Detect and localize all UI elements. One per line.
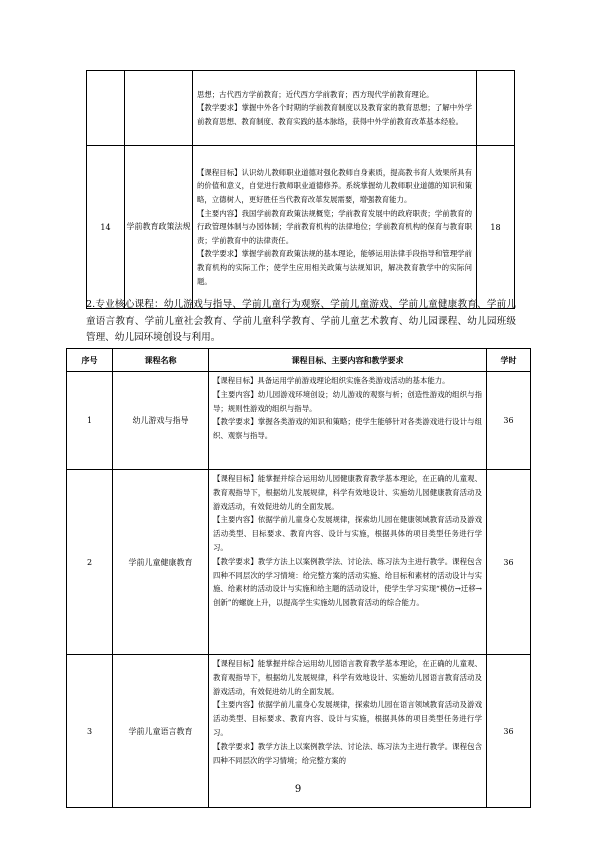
course-name-cell: 学前教育政策法规: [125, 146, 193, 309]
course-name-cell: 学前儿童健康教育: [113, 470, 209, 655]
description-paragraph: 【课程目标】具备运用学前游戏理论组织实施各类游戏活动的基本能力。: [213, 376, 450, 385]
hours-cell: 18: [477, 146, 515, 309]
core-course-table: [66, 348, 531, 808]
table-row: [67, 372, 531, 470]
row-index-cell: 1: [67, 372, 113, 470]
hours-cell: 36: [487, 372, 531, 470]
description-paragraph: 【课程目标】能掌握并综合运用幼儿园语言教育教学基本理论，在正确的儿童观、教育观指导下，根据幼儿发展规律，科学有效地设计、实施幼儿园语言教育活动及游戏活动，有效促进幼儿的全面发展。: [213, 659, 482, 696]
table-row: [87, 146, 515, 309]
description-paragraph: 【教学要求】掌握学前教育政策法规的基本理论，能够运用法律手段指导和管理学前教育机构的实际工作；使学生应用相关政策与法规知识，解决教育教学中的实际问题。: [197, 249, 472, 286]
row-index-cell: [87, 71, 125, 146]
hours-cell: 36: [487, 655, 531, 808]
description-paragraph: 【课程目标】能掌握并综合运用幼儿园健康教育教学基本理论，在正确的儿童观、教育观指导下，根据幼儿发展规律，科学有效地设计、实施幼儿园健康教育活动及游戏活动，有效促进幼儿的全面发展。: [213, 474, 482, 511]
table-row: [87, 71, 515, 146]
course-description-cell: [193, 146, 477, 309]
header-course-name: 课程名称: [113, 349, 209, 372]
course-description-cell: [193, 71, 477, 146]
description-paragraph: 【教学要求】教学方法上以案例教学法、讨论法、练习法为主进行教学。课程包含四种不同层次的学习情境：给完整方案的活动实施、给目标和素材的活动设计与实施、给素材的活动设计与实施和给主题的活动设计，使学生学习实现“模仿→迁移→创新”的螺旋上升，以提高学生实施幼儿园教育活动的综合能力。: [213, 556, 482, 608]
row-index-cell: 2: [67, 470, 113, 655]
course-name-cell: [125, 71, 193, 146]
description-paragraph: 【教学要求】教学方法上以案例教学法、讨论法、练习法为主进行教学。课程包含四种不同层次的学习情境；给完整方案的: [213, 741, 482, 765]
course-description-cell: [209, 470, 487, 655]
course-name-cell: 幼儿游戏与指导: [113, 372, 209, 470]
hours-cell: [477, 71, 515, 146]
row-index-cell: 3: [67, 655, 113, 808]
description-paragraph: 【主要内容】依据学前儿童身心发展规律，探索幼儿园在健康领域教育活动及游戏活动类型、目标要求、教育内容、设计与实施，根据具体的项目类型任务进行学习。: [213, 515, 482, 552]
description-paragraph: 【主要内容】幼儿园游戏环境创设；幼儿游戏的观察与析；创造性游戏的组织与指导；规则性游戏的组织与指导。: [213, 389, 482, 413]
header-description: 课程目标、主要内容和教学要求: [209, 349, 487, 372]
table-row: [67, 470, 531, 655]
page-number: 9: [294, 784, 302, 795]
course-table-continued: [86, 70, 515, 309]
description-paragraph: 【主要内容】依据学前儿童身心发展规律，探索幼儿园在语言领域教育活动及游戏活动类型、目标要求、教育内容、设计与实施，根据具体的项目类型任务进行学习。: [213, 700, 482, 737]
table-header-row: [67, 349, 531, 372]
header-hours: 学时: [487, 349, 531, 372]
hours-cell: 36: [487, 470, 531, 655]
description-paragraph: 【课程目标】认识幼儿教师职业道德对强化教师自身素质，提高教书育人效果所具有的价值和意义，自觉进行教师职业道德修养。系统掌握幼儿教师职业道德的知识和策略，立德树人，更好胜任当代教育改革发展需要，增强教育能力。: [197, 167, 472, 205]
description-paragraph: 思想；古代西方学前教育；近代西方学前教育；西方现代学前教育理论。: [197, 89, 434, 99]
course-description-cell: [209, 372, 487, 470]
row-index-cell: 14: [87, 146, 125, 309]
header-index: 序号: [67, 349, 113, 372]
course-name-cell: 学前儿童语言教育: [113, 655, 209, 808]
description-paragraph: 【教学要求】掌握各类游戏的知识和策略；使学生能够针对各类游戏进行设计与组织、观察与指导。: [213, 417, 482, 441]
description-paragraph: 【教学要求】掌握中外各个时期的学前教育制度以及教育家的教育思想；了解中外学前教育思想、教育制度、教育实践的基本脉络，获得中外学前教育改革基本经验。: [197, 103, 472, 126]
section-intro-text: 2.专业核心课程：幼儿游戏与指导、学前儿童行为观察、学前儿童游戏、学前儿童健康教育、学前儿童语言教育、学前儿童社会教育、学前儿童科学教育、学前儿童艺术教育、幼儿园课程、幼儿园班级管理、幼儿园环境创设与利用。: [86, 299, 516, 343]
description-paragraph: 【主要内容】我国学前教育政策法规概览；学前教育发展中的政府职责；学前教育的行政管理体制与办园体制；学前教育机构的法律地位；学前教育机构的保育与教育职责；学前教育中的法律责任。: [197, 208, 472, 245]
